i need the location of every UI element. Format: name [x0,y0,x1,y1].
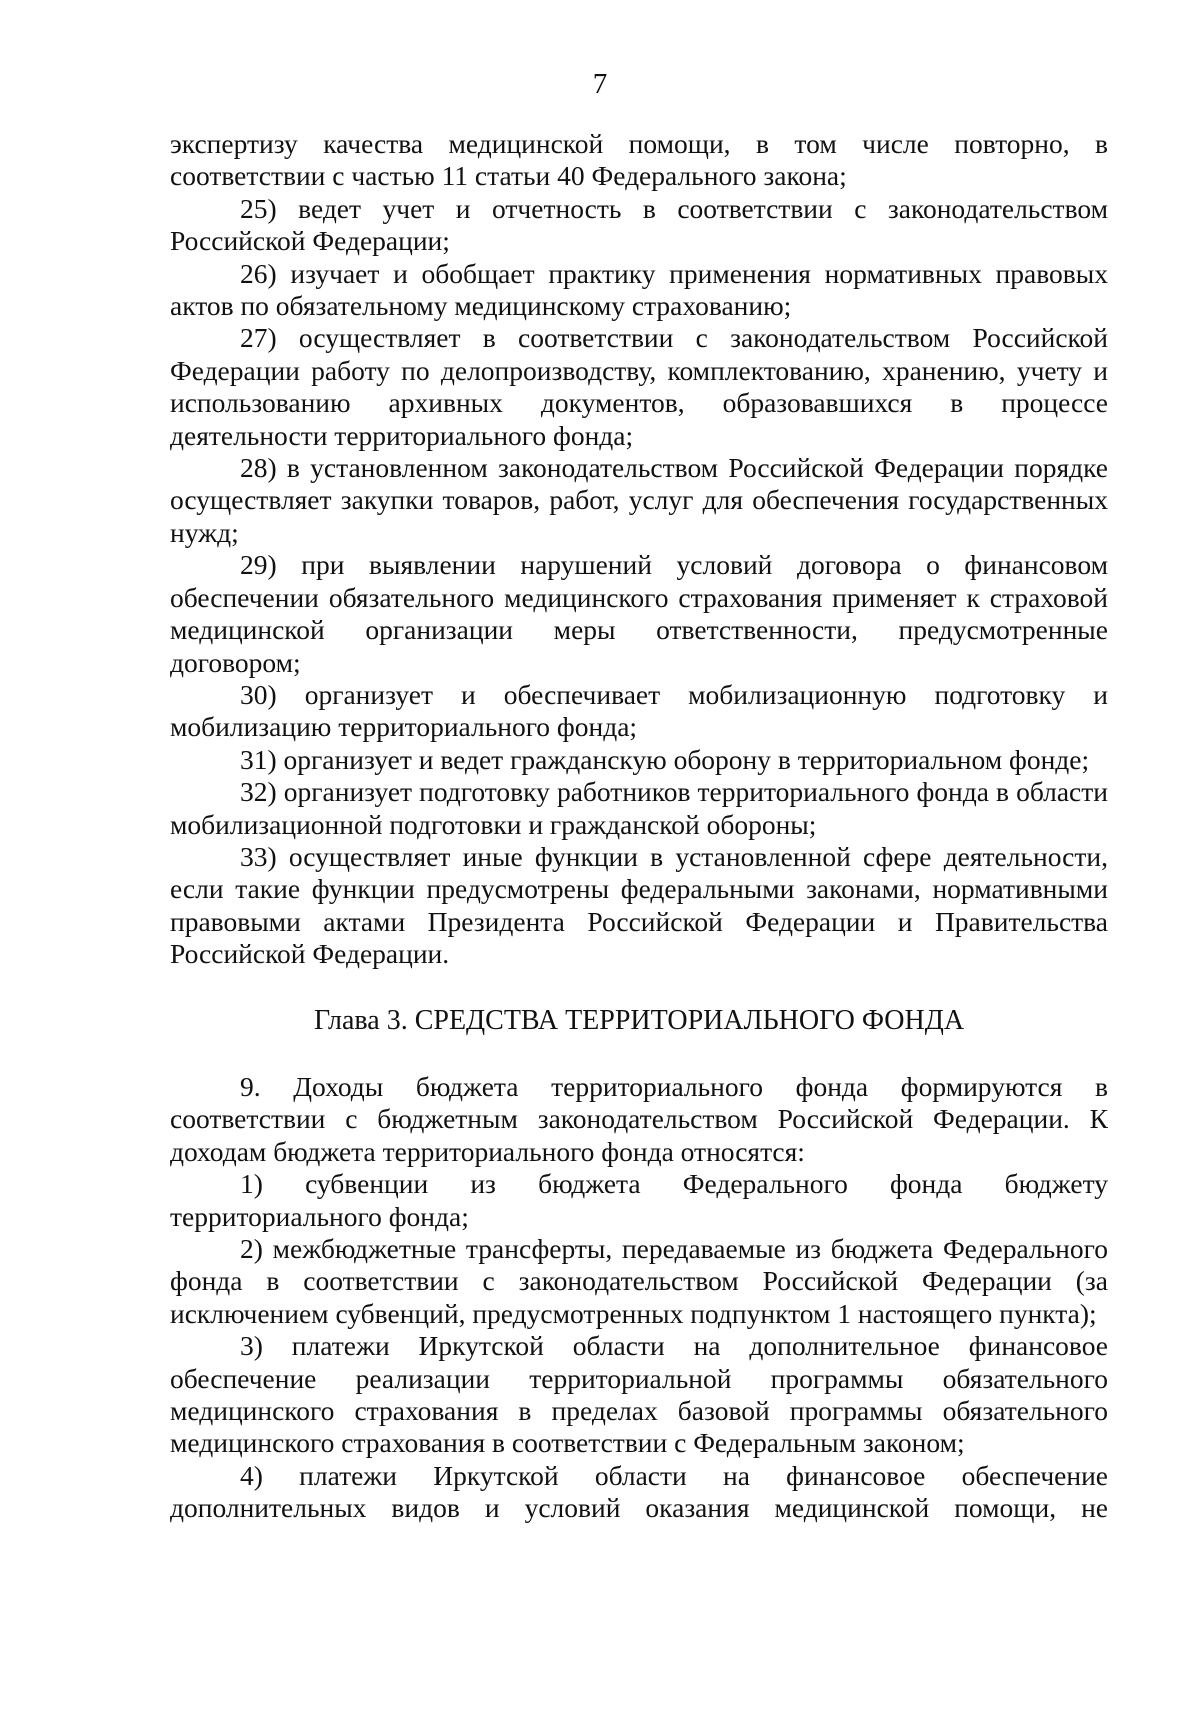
paragraph-item-26: 26) изучает и обобщает практику применения нормативных правовых актов по обязательному медицинскому страхованию; [170,257,1108,322]
document-body [170,128,1108,1525]
paragraph-item-29: 29) при выявлении нарушений условий договора о финансовом обеспечении обязательного медицинского страхования применяет к страховой медицинской организации меры ответственности, предусмотренные договором; [170,549,1108,678]
paragraph-continuation: экспертизу качества медицинской помощи, в том числе повторно, в соответствии с частью 11 статьи 40 Федерального закона; [170,128,1108,192]
paragraph-subitem-4: 4) платежи Иркутской области на финансовое обеспечение дополнительных видов и условий оказания медицинской помощи, не [170,1459,1108,1524]
paragraph-subitem-1: 1) субвенции из бюджета Федерального фонда бюджету территориального фонда; [170,1168,1108,1232]
page-number: 7 [592,68,608,100]
paragraph-item-27: 27) осуществляет в соответствии с законодательством Российской Федерации работу по делопроизводству, комплектованию, хранению, учету и использованию архивных документов, образовавшихся в процессе деятельности территориального фонда; [170,322,1108,451]
paragraph-item-31: 31) организует и ведет гражданскую оборону в территориальном фонде; [240,743,1090,775]
paragraph-subitem-3: 3) платежи Иркутской области на дополнительное финансовое обеспечение реализации территориальной программы обязательного медицинского страхования в пределах базовой программы обязательного медицинского страхования в соответствии с Федеральным законом; [170,1330,1108,1459]
chapter-heading: Глава 3. СРЕДСТВА ТЕРРИТОРИАЛЬНОГО ФОНДА [313,1004,965,1036]
paragraph-item-32: 32) организует подготовку работников территориального фонда в области мобилизационной подготовки и гражданской обороны; [170,776,1108,840]
paragraph-section-9: 9. Доходы бюджета территориального фонда формируются в соответствии с бюджетным законодательством Российской Федерации. К доходам бюджета территориального фонда относятся: [170,1070,1108,1167]
paragraph-item-30: 30) организует и обеспечивает мобилизационную подготовку и мобилизацию территориального фонда; [170,678,1108,743]
paragraph-item-33: 33) осуществляет иные функции в установленной сфере деятельности, если такие функции предусмотрены федеральными законами, нормативными правовыми актами Президента Российской Федерации и Правительства Российской Федерации. [170,840,1108,970]
paragraph-item-28: 28) в установленном законодательством Российской Федерации порядке осуществляет закупки товаров, работ, услуг для обеспечения государственных нужд; [170,452,1108,548]
paragraph-item-25: 25) ведет учет и отчетность в соответствии с законодательством Российской Федерации; [170,192,1108,257]
paragraph-subitem-2: 2) межбюджетные трансферты, передаваемые из бюджета Федерального фонда в соответствии с законодательством Российской Федерации (за исключением субвенций, предусмотренных подпунктом 1 настоящего пункта); [170,1233,1108,1329]
